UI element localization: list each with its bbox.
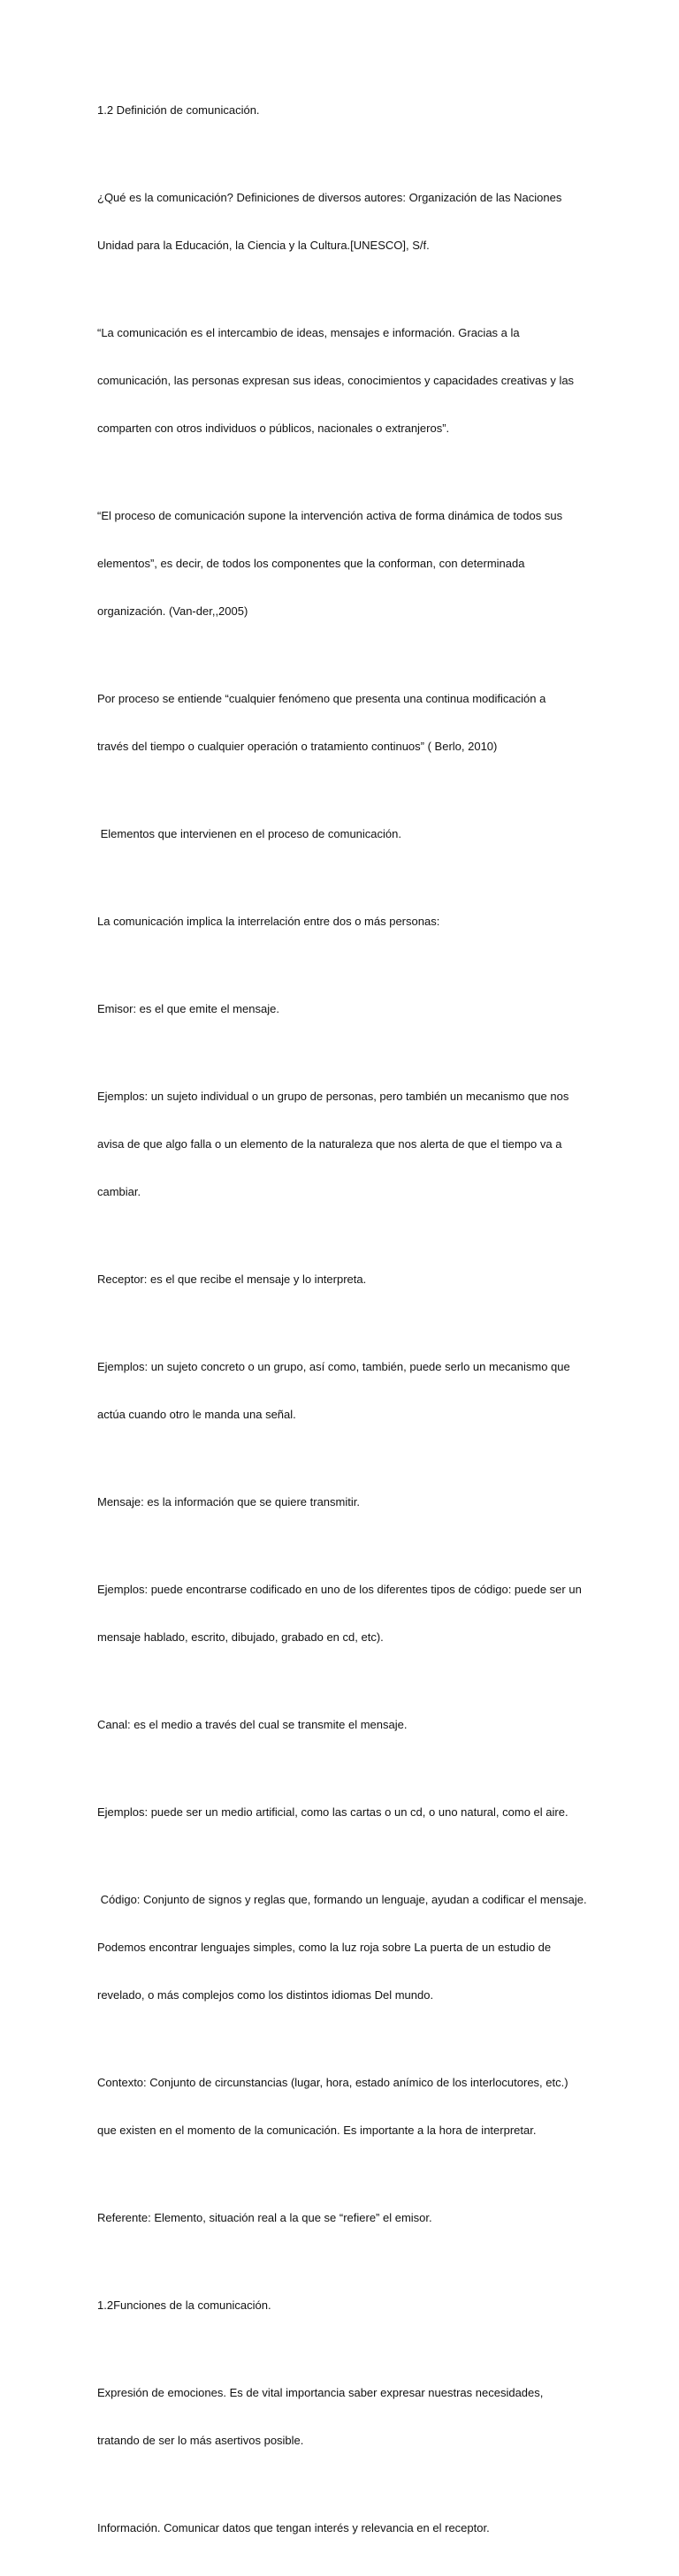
text-line: 1.2Funciones de la comunicación.	[97, 2299, 271, 2312]
text-line: Elementos que intervienen en el proceso de comunicación.	[97, 827, 401, 840]
text-line: Receptor: es el que recibe el mensaje y lo interpreta.	[97, 1273, 367, 1286]
paragraph	[97, 1685, 592, 1765]
text-line: Unidad para la Educación, la Ciencia y la Cultura.[UNESCO], S/f.	[97, 239, 430, 252]
text-line: tratando de ser lo más asertivos posible.	[97, 2434, 304, 2447]
text-line: Contexto: Conjunto de circunstancias (lugar, hora, estado anímico de los interlocutores, etc.)	[97, 2076, 568, 2089]
paragraph	[97, 659, 592, 786]
text-line: “El proceso de comunicación supone la intervención activa de forma dinámica de todos sus	[97, 509, 563, 522]
section-heading	[97, 2266, 592, 2345]
text-line: avisa de que algo falla o un elemento de la naturaleza que nos alerta de que el tiempo va a	[97, 1137, 562, 1151]
paragraph	[97, 1463, 592, 1542]
section-heading	[97, 71, 592, 150]
text-line: Expresión de emociones. Es de vital importancia saber expresar nuestras necesidades,	[97, 2386, 544, 2399]
paragraph	[97, 2043, 592, 2170]
paragraph	[97, 2178, 592, 2258]
text-line: mensaje hablado, escrito, dibujado, grabado en cd, etc).	[97, 1630, 384, 1644]
paragraph	[97, 476, 592, 651]
paragraph	[97, 1240, 592, 1319]
paragraph	[97, 794, 592, 874]
paragraph	[97, 1773, 592, 1852]
text-line: “La comunicación es el intercambio de ideas, mensajes e información. Gracias a la	[97, 326, 520, 339]
text-line: Emisor: es el que emite el mensaje.	[97, 1002, 279, 1015]
paragraph	[97, 1327, 592, 1455]
text-line: Ejemplos: un sujeto concreto o un grupo, así como, también, puede serlo un mecanismo que	[97, 1360, 570, 1373]
text-line: La comunicación implica la interrelación entre dos o más personas:	[97, 915, 440, 928]
document-page	[97, 71, 592, 2576]
paragraph	[97, 293, 592, 468]
text-line: comparten con otros individuos o públicos, nacionales o extranjeros”.	[97, 422, 450, 435]
text-line: Ejemplos: puede encontrarse codificado en uno de los diferentes tipos de código: puede ser un	[97, 1583, 582, 1596]
text-line: comunicación, las personas expresan sus ideas, conocimientos y capacidades creativas y las	[97, 374, 575, 387]
paragraph	[97, 1057, 592, 1232]
text-line: Ejemplos: un sujeto individual o un grupo de personas, pero también un mecanismo que nos	[97, 1090, 569, 1103]
text-line: Podemos encontrar lenguajes simples, como la luz roja sobre La puerta de un estudio de	[97, 1941, 552, 1954]
text-line: cambiar.	[97, 1185, 141, 1198]
text-line: través del tiempo o cualquier operación o tratamiento continuos” ( Berlo, 2010)	[97, 740, 498, 753]
text-line: revelado, o más complejos como los distintos idiomas Del mundo.	[97, 1988, 434, 2002]
text-line: Información. Comunicar datos que tengan interés y relevancia en el receptor.	[97, 2521, 490, 2534]
paragraph	[97, 1550, 592, 1677]
paragraph	[97, 158, 592, 285]
text-line: Canal: es el medio a través del cual se transmite el mensaje.	[97, 1718, 408, 1731]
text-line: organización. (Van-der,,2005)	[97, 604, 248, 618]
paragraph	[97, 969, 592, 1049]
text-line: Código: Conjunto de signos y reglas que, formando un lenguaje, ayudan a codificar el mensaje.	[97, 1893, 587, 1906]
text-line: 1.2 Definición de comunicación.	[97, 103, 260, 117]
text-line: que existen en el momento de la comunicación. Es importante a la hora de interpretar.	[97, 2124, 537, 2137]
text-line: Por proceso se entiende “cualquier fenómeno que presenta una continua modificación a	[97, 692, 546, 705]
text-line: ¿Qué es la comunicación? Definiciones de diversos autores: Organización de las Naciones	[97, 191, 562, 204]
text-line: Mensaje: es la información que se quiere transmitir.	[97, 1495, 360, 1508]
paragraph	[97, 1860, 592, 2035]
text-line: Ejemplos: puede ser un medio artificial, como las cartas o un cd, o uno natural, como el aire.	[97, 1805, 568, 1819]
paragraph	[97, 2353, 592, 2481]
text-line: elementos”, es decir, de todos los componentes que la conforman, con determinada	[97, 557, 525, 570]
paragraph	[97, 882, 592, 961]
text-line: Referente: Elemento, situación real a la que se “refiere” el emisor.	[97, 2211, 432, 2224]
paragraph	[97, 2489, 592, 2568]
text-line: actúa cuando otro le manda una señal.	[97, 1408, 296, 1421]
